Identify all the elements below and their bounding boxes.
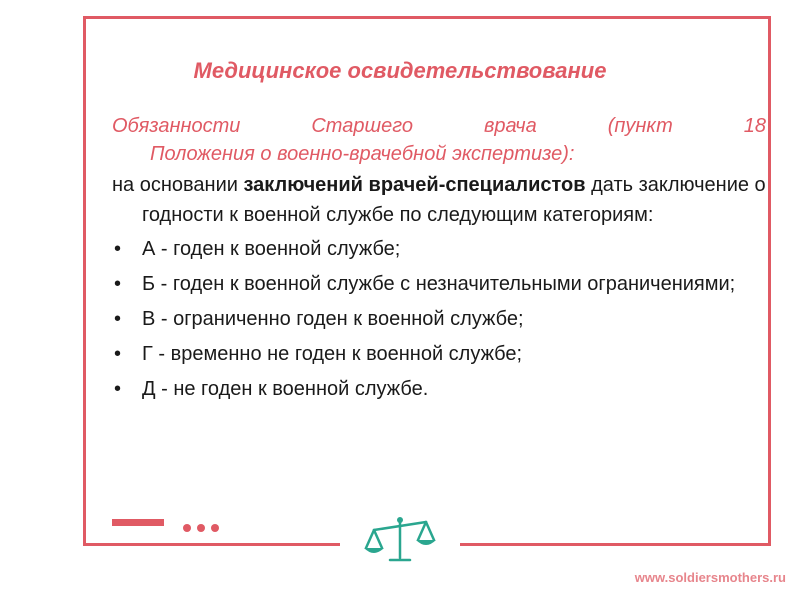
intro-bold: заключений врачей-специалистов: [243, 174, 586, 196]
bullet-icon: •: [114, 308, 122, 330]
subtitle-word: Старшего: [311, 115, 413, 137]
list-item-text: Д - не годен к военной службе.: [142, 378, 429, 400]
subtitle-word: (пункт: [607, 115, 673, 137]
intro-prefix: на основании: [112, 174, 244, 196]
list-item: [112, 339, 772, 369]
list-item-text: А - годен к военной службе;: [142, 238, 401, 260]
list-item-text: В - ограниченно годен к военной службе;: [142, 308, 524, 330]
list-item: [112, 374, 772, 404]
footer-url: www.soldiersmothers.ru: [634, 570, 786, 585]
subtitle-line-1: [112, 112, 766, 140]
intro-suffix: дать заключение о годности к военной службе по следующим категориям:: [142, 174, 766, 226]
scales-of-justice-icon: [360, 516, 440, 571]
subtitle: [112, 112, 766, 168]
list-item: [112, 269, 772, 299]
decor-dash: [112, 519, 164, 526]
subtitle-line-2: Положения о военно-врачебной экспертизе):: [150, 143, 575, 165]
bullet-icon: •: [114, 343, 122, 365]
subtitle-word: 18: [743, 115, 766, 137]
slide-title: Медицинское освидетельствование: [193, 58, 607, 83]
bullet-icon: •: [114, 273, 122, 295]
bullet-icon: •: [114, 238, 122, 260]
list-item-text: Б - годен к военной службе с незначительными ограничениями;: [142, 273, 736, 295]
category-list: [112, 234, 772, 404]
decor-dots: [183, 519, 225, 537]
subtitle-word: врача: [483, 115, 537, 137]
bullet-icon: •: [114, 378, 122, 400]
body-text: [112, 170, 772, 409]
intro-paragraph: [112, 170, 772, 230]
list-item: [112, 304, 772, 334]
subtitle-word: Обязанности: [112, 115, 241, 137]
list-item-text: Г - временно не годен к военной службе;: [142, 343, 523, 365]
list-item: [112, 234, 772, 264]
